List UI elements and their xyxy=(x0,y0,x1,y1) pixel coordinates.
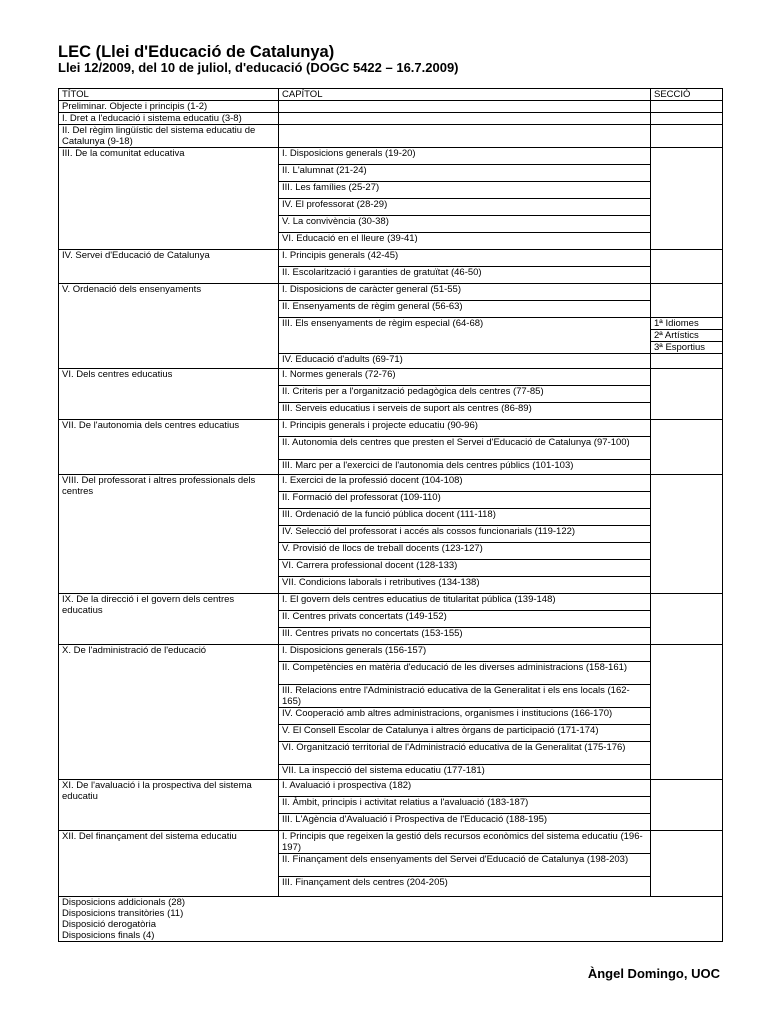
seccio-cell xyxy=(651,780,723,831)
capitol-cell: I. Exercici de la professió docent (104-108) xyxy=(279,475,651,492)
titol-cell: VIII. Del professorat i altres professionals dels centres xyxy=(59,475,279,594)
titol-cell: X. De l'administració de l'educació xyxy=(59,645,279,780)
capitol-cell: V. Provisió de llocs de treball docents (123-127) xyxy=(279,543,651,560)
document-subtitle: Llei 12/2009, del 10 de juliol, d'educació (DOGC 5422 – 16.7.2009) xyxy=(58,60,459,75)
document-title: LEC (Llei d'Educació de Catalunya) xyxy=(58,43,335,61)
table-row xyxy=(59,113,723,125)
titol-cell: VII. De l'autonomia dels centres educatius xyxy=(59,420,279,475)
seccio-cell xyxy=(651,420,723,475)
capitol-cell: I. El govern dels centres educatius de titularitat pública (139-148) xyxy=(279,594,651,611)
table-row xyxy=(59,250,723,267)
seccio-cell xyxy=(651,284,723,318)
capitol-cell: V. La convivència (30-38) xyxy=(279,216,651,233)
seccio-cell xyxy=(651,125,723,148)
table-row xyxy=(59,125,723,148)
seccio-cell xyxy=(651,475,723,594)
capitol-cell: III. Centres privats no concertats (153-155) xyxy=(279,628,651,645)
titol-cell: II. Del règim lingüístic del sistema educatiu de Catalunya (9-18) xyxy=(59,125,279,148)
capitol-cell: V. El Consell Escolar de Catalunya i altres òrgans de participació (171-174) xyxy=(279,725,651,742)
titol-cell: Preliminar. Objecte i principis (1-2) xyxy=(59,101,279,113)
capitol-cell: II. Escolarització i garanties de gratuïtat (46-50) xyxy=(279,267,651,284)
seccio-cell: 1ª Idiomes xyxy=(651,318,723,330)
capitol-cell: VII. La inspecció del sistema educatiu (177-181) xyxy=(279,765,651,780)
seccio-cell: 2ª Artístics xyxy=(651,330,723,342)
capitol-cell: II. Àmbit, principis i activitat relatius a l'avaluació (183-187) xyxy=(279,797,651,814)
capitol-cell: III. Els ensenyaments de règim especial (64-68) xyxy=(279,318,651,354)
capitol-cell: III. Relacions entre l'Administració educativa de la Generalitat i els ens locals (162-165) xyxy=(279,685,651,708)
capitol-cell: II. Formació del professorat (109-110) xyxy=(279,492,651,509)
capitol-cell: VI. Organització territorial de l'Administració educativa de la Generalitat (175-176) xyxy=(279,742,651,765)
author-footer: Àngel Domingo, UOC xyxy=(587,966,720,981)
seccio-cell xyxy=(651,250,723,284)
seccio-cell xyxy=(651,645,723,780)
seccio-cell xyxy=(651,831,723,897)
capitol-cell: II. Criteris per a l'organització pedagògica dels centres (77-85) xyxy=(279,386,651,403)
capitol-cell: VII. Condicions laborals i retributives (134-138) xyxy=(279,577,651,594)
capitol-cell xyxy=(279,101,651,113)
capitol-cell: I. Avaluació i prospectiva (182) xyxy=(279,780,651,797)
table-row xyxy=(59,645,723,662)
titol-cell: IX. De la direcció i el govern dels centres educatius xyxy=(59,594,279,645)
header-row xyxy=(59,89,723,101)
capitol-cell: III. L'Agència d'Avaluació i Prospectiva de l'Educació (188-195) xyxy=(279,814,651,831)
table-row xyxy=(59,475,723,492)
titol-cell: III. De la comunitat educativa xyxy=(59,148,279,250)
capitol-cell: II. L'alumnat (21-24) xyxy=(279,165,651,182)
capitol-cell: II. Finançament dels ensenyaments del Servei d'Educació de Catalunya (198-203) xyxy=(279,854,651,877)
header-capitol: CAPÍTOL xyxy=(279,89,651,101)
capitol-cell: II. Centres privats concertats (149-152) xyxy=(279,611,651,628)
capitol-cell: I. Disposicions de caràcter general (51-55) xyxy=(279,284,651,301)
capitol-cell xyxy=(279,113,651,125)
seccio-cell: 3ª Esportius xyxy=(651,342,723,354)
table-row xyxy=(59,369,723,386)
seccio-cell xyxy=(651,113,723,125)
titol-cell: VI. Dels centres educatius xyxy=(59,369,279,420)
capitol-cell: III. Finançament dels centres (204-205) xyxy=(279,877,651,897)
disposicions-cell: Disposicions addicionals (28) Disposicions transitòries (11) Disposició derogatòria Disposicions finals (4) xyxy=(59,897,723,942)
capitol-cell: I. Normes generals (72-76) xyxy=(279,369,651,386)
header-seccio: SECCIÓ xyxy=(651,89,723,101)
table-row xyxy=(59,148,723,165)
header-titol: TÍTOL xyxy=(59,89,279,101)
capitol-cell: II. Autonomia dels centres que presten el Servei d'Educació de Catalunya (97-100) xyxy=(279,437,651,460)
capitol-cell: IV. Selecció del professorat i accés als cossos funcionarials (119-122) xyxy=(279,526,651,543)
table-row xyxy=(59,284,723,301)
titol-cell: IV. Servei d'Educació de Catalunya xyxy=(59,250,279,284)
seccio-cell xyxy=(651,594,723,645)
table-row xyxy=(59,101,723,113)
titol-cell: XI. De l'avaluació i la prospectiva del sistema educatiu xyxy=(59,780,279,831)
seccio-cell xyxy=(651,148,723,250)
capitol-cell: I. Principis generals i projecte educatiu (90-96) xyxy=(279,420,651,437)
capitol-cell: IV. Educació d'adults (69-71) xyxy=(279,354,651,369)
capitol-cell: III. Ordenació de la funció pública docent (111-118) xyxy=(279,509,651,526)
capitol-cell: I. Disposicions generals (156-157) xyxy=(279,645,651,662)
capitol-cell: I. Principis que regeixen la gestió dels recursos econòmics del sistema educatiu (196-197) xyxy=(279,831,651,854)
capitol-cell: I. Principis generals (42-45) xyxy=(279,250,651,267)
table-row xyxy=(59,831,723,854)
capitol-cell: III. Marc per a l'exercici de l'autonomia dels centres públics (101-103) xyxy=(279,460,651,475)
titol-cell: V. Ordenació dels ensenyaments xyxy=(59,284,279,369)
capitol-cell: I. Disposicions generals (19-20) xyxy=(279,148,651,165)
table-row xyxy=(59,780,723,797)
table-row xyxy=(59,897,723,942)
seccio-cell xyxy=(651,101,723,113)
seccio-cell xyxy=(651,369,723,420)
capitol-cell: II. Competències en matèria d'educació de les diverses administracions (158-161) xyxy=(279,662,651,685)
capitol-cell xyxy=(279,125,651,148)
capitol-cell: III. Serveis educatius i serveis de suport als centres (86-89) xyxy=(279,403,651,420)
capitol-cell: II. Ensenyaments de règim general (56-63) xyxy=(279,301,651,318)
capitol-cell: IV. El professorat (28-29) xyxy=(279,199,651,216)
titol-cell: XII. Del finançament del sistema educatiu xyxy=(59,831,279,897)
seccio-cell xyxy=(651,354,723,369)
table-row xyxy=(59,420,723,437)
capitol-cell: IV. Cooperació amb altres administracions, organismes i institucions (166-170) xyxy=(279,708,651,725)
capitol-cell: III. Les famílies (25-27) xyxy=(279,182,651,199)
structure-table xyxy=(58,88,723,942)
titol-cell: I. Dret a l'educació i sistema educatiu (3-8) xyxy=(59,113,279,125)
capitol-cell: VI. Educació en el lleure (39-41) xyxy=(279,233,651,250)
capitol-cell: VI. Carrera professional docent (128-133) xyxy=(279,560,651,577)
table-row xyxy=(59,594,723,611)
